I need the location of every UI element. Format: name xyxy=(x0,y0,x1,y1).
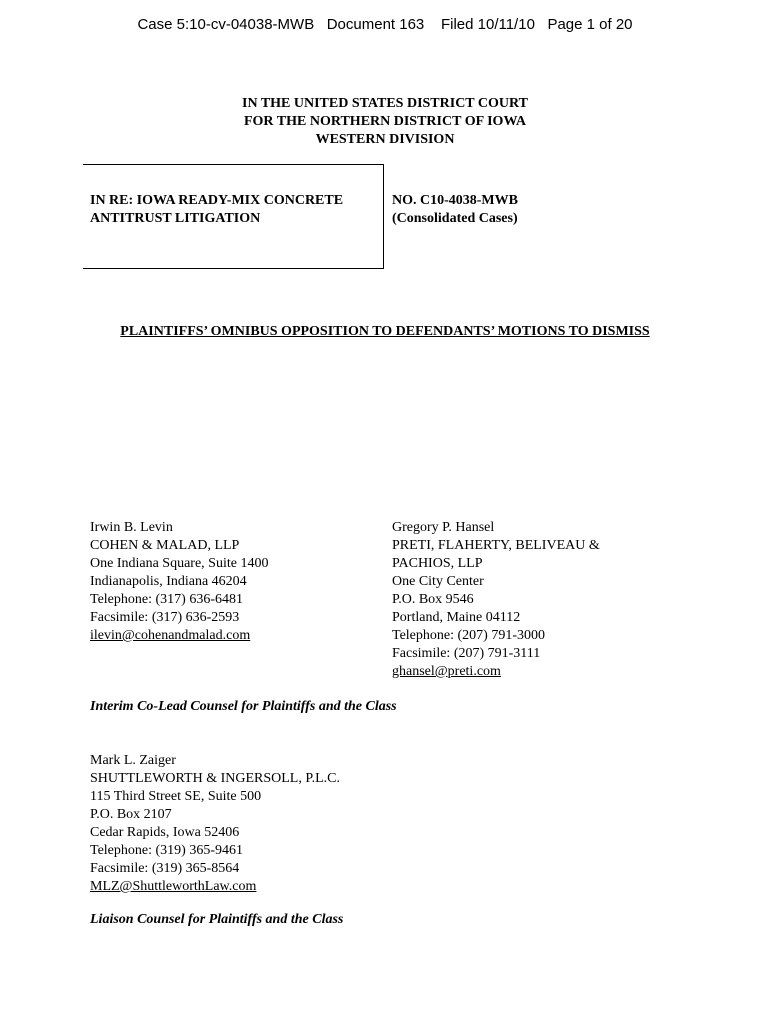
counsel-block-hansel xyxy=(392,519,600,681)
docket-number: NO. C10-4038-MWB xyxy=(392,193,518,208)
page-indicator: Page 1 of 20 xyxy=(547,16,633,33)
case-number: Case 5:10-cv-04038-MWB xyxy=(137,16,315,33)
case-number-block xyxy=(392,192,652,228)
court-line-3: WESTERN DIVISION xyxy=(315,132,455,147)
counsel-city: Portland, Maine 04112 xyxy=(392,610,521,625)
counsel-facsimile: Facsimile: (317) 636-2593 xyxy=(90,610,240,625)
liaison-counsel-role: Liaison Counsel for Plaintiffs and the Class xyxy=(90,912,344,927)
counsel-telephone: Telephone: (207) 791-3000 xyxy=(392,628,545,643)
counsel-address: One City Center xyxy=(392,574,484,589)
counsel-city: Cedar Rapids, Iowa 52406 xyxy=(90,825,240,840)
ecf-header xyxy=(0,16,770,33)
counsel-name: Irwin B. Levin xyxy=(90,520,173,535)
counsel-city: Indianapolis, Indiana 46204 xyxy=(90,574,247,589)
consolidated-note: (Consolidated Cases) xyxy=(392,211,518,226)
lead-counsel-role: Interim Co-Lead Counsel for Plaintiffs and the Class xyxy=(90,699,397,714)
counsel-address: 115 Third Street SE, Suite 500 xyxy=(90,789,262,804)
counsel-email-link[interactable]: ghansel@preti.com xyxy=(392,664,501,679)
counsel-po-box: P.O. Box 2107 xyxy=(90,807,172,822)
caption-line-1: IN RE: IOWA READY-MIX CONCRETE xyxy=(90,193,344,208)
case-caption xyxy=(90,192,380,228)
counsel-po-box: P.O. Box 9546 xyxy=(392,592,474,607)
counsel-firm: SHUTTLEWORTH & INGERSOLL, P.L.C. xyxy=(90,771,340,786)
caption-line-2: ANTITRUST LITIGATION xyxy=(90,211,261,226)
counsel-block-levin xyxy=(90,519,268,645)
counsel-facsimile: Facsimile: (207) 791-3111 xyxy=(392,646,541,661)
counsel-telephone: Telephone: (317) 636-6481 xyxy=(90,592,243,607)
document-title: PLAINTIFFS’ OMNIBUS OPPOSITION TO DEFENDANTS’ MOTIONS TO DISMISS xyxy=(120,324,650,339)
court-line-2: FOR THE NORTHERN DISTRICT OF IOWA xyxy=(243,114,527,129)
counsel-telephone: Telephone: (319) 365-9461 xyxy=(90,843,243,858)
counsel-facsimile: Facsimile: (319) 365-8564 xyxy=(90,861,240,876)
counsel-address: One Indiana Square, Suite 1400 xyxy=(90,556,269,571)
court-heading xyxy=(0,95,770,149)
counsel-name: Mark L. Zaiger xyxy=(90,753,176,768)
counsel-email-link[interactable]: ilevin@cohenandmalad.com xyxy=(90,628,251,643)
counsel-email-link[interactable]: MLZ@ShuttleworthLaw.com xyxy=(90,879,257,894)
counsel-firm: COHEN & MALAD, LLP xyxy=(90,538,240,553)
filed-date: Filed 10/11/10 xyxy=(440,16,535,33)
counsel-block-zaiger xyxy=(90,752,340,896)
court-line-1: IN THE UNITED STATES DISTRICT COURT xyxy=(242,96,528,111)
counsel-name: Gregory P. Hansel xyxy=(392,520,495,535)
counsel-firm: PRETI, FLAHERTY, BELIVEAU & xyxy=(392,538,600,553)
document-number: Document 163 xyxy=(326,16,425,33)
counsel-firm-continued: PACHIOS, LLP xyxy=(392,556,483,571)
